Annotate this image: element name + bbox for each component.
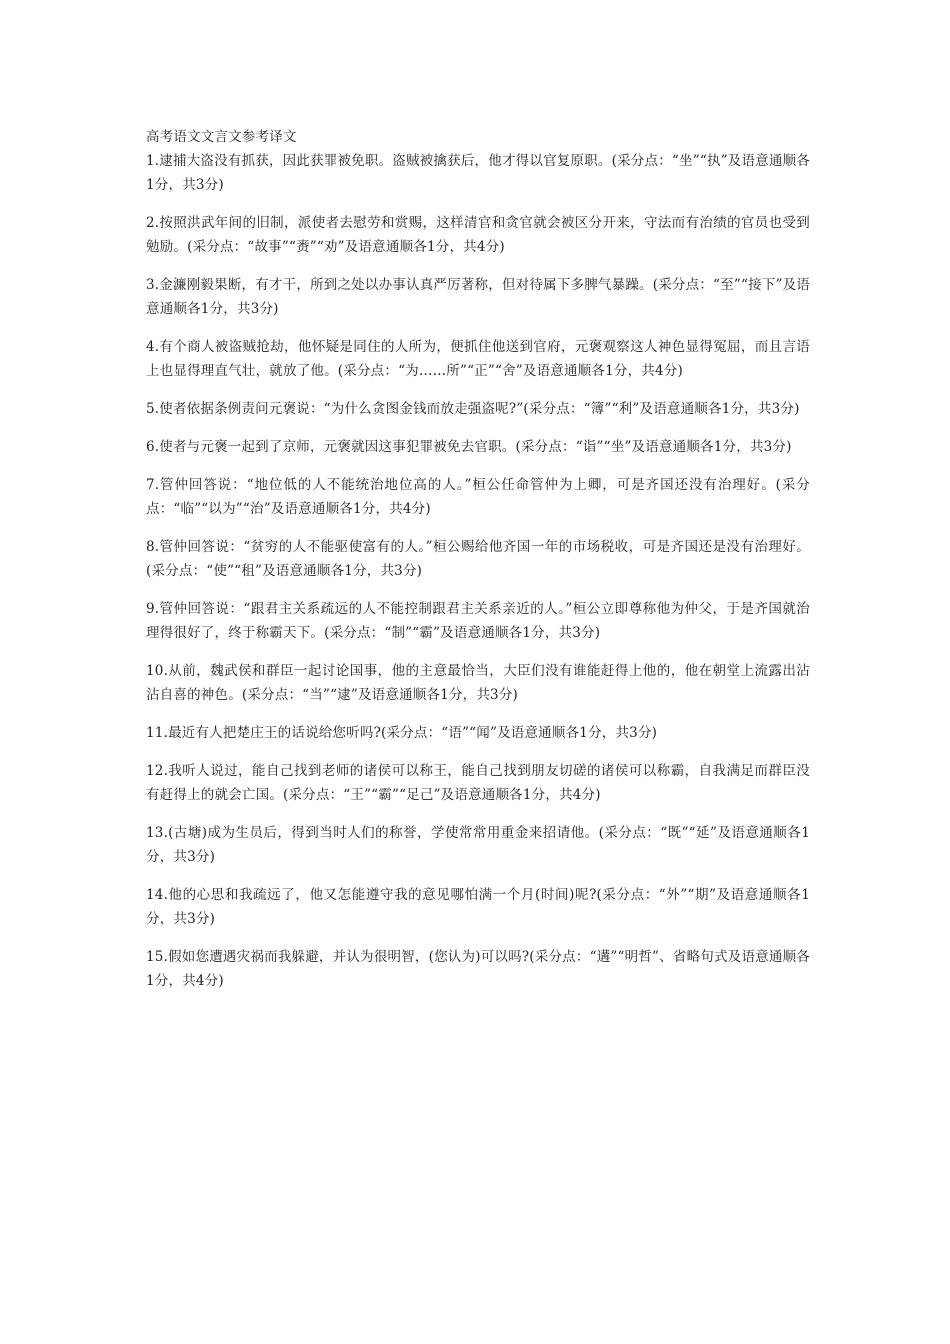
answer-item-7: 7.管仲回答说：“地位低的人不能统治地位高的人。”桓公任命管仲为上卿，可是齐国还没有治理好。(采分点：“临”“以为”“治”及语意通顺各1分，共4分): [146, 477, 810, 517]
answer-item-2: 2.按照洪武年间的旧制，派使者去慰劳和赏赐，这样清官和贪官就会被区分开来，守法而有治绩的官员也受到勉励。(采分点：“故事”“赉”“劝”及语意通顺各1分，共4分): [146, 215, 810, 255]
answer-item-3: 3.金濂刚毅果断，有才干，所到之处以办事认真严厉著称，但对待属下多脾气暴躁。(采分点：“至”“接下”及语意通顺各1分，共3分): [146, 277, 810, 317]
answer-item-13: 13.(古塘)成为生员后，得到当时人们的称誉，学使常常用重金来招请他。(采分点：“既”“延”及语意通顺各1分，共3分): [146, 825, 810, 865]
answer-item-11: 11.最近有人把楚庄王的话说给您听吗?(采分点：“语”“闻”及语意通顺各1分，共3分): [146, 725, 658, 741]
answer-item-4: 4.有个商人被盗贼抢劫，他怀疑是同住的人所为，便抓住他送到官府，元褒观察这人神色显得冤屈，而且言语上也显得理直气壮，就放了他。(采分点：“为……所”“正”“舍”及语意通顺各1分，共4分): [146, 339, 810, 379]
answer-item-1: 1.逮捕大盗没有抓获，因此获罪被免职。盗贼被擒获后，他才得以官复原职。(采分点：“坐”“执”及语意通顺各1分，共3分): [146, 153, 810, 193]
answer-item-15: 15.假如您遭遇灾祸而我躲避，并认为很明智，(您认为)可以吗?(采分点：“遘”“明哲”、省略句式及语意通顺各1分，共4分): [146, 949, 810, 989]
answer-item-6: 6.使者与元褒一起到了京师，元褒就因这事犯罪被免去官职。(采分点：“诣”“坐”及语意通顺各1分，共3分): [146, 439, 792, 455]
answer-item-12: 12.我听人说过，能自己找到老师的诸侯可以称王，能自己找到朋友切磋的诸侯可以称霸，自我满足而群臣没有赶得上的就会亡国。(采分点：“王”“霸”“足己”及语意通顺各1分，共4分): [146, 763, 810, 803]
answer-item-8: 8.管仲回答说：“贫穷的人不能驱使富有的人。”桓公赐给他齐国一年的市场税收，可是齐国还是没有治理好。(采分点：“使”“租”及语意通顺各1分，共3分): [146, 539, 810, 579]
answer-item-5: 5.使者依据条例责问元褒说：“为什么贪图金钱而放走强盗呢?”(采分点：“簿”“利”及语意通顺各1分，共3分): [146, 401, 800, 417]
document-body: [146, 125, 810, 1007]
answer-item-9: 9.管仲回答说：“跟君主关系疏远的人不能控制跟君主关系亲近的人。”桓公立即尊称他为仲父，于是齐国就治理得很好了，终于称霸天下。(采分点：“制”“霸”及语意通顺各1分，共3分): [146, 601, 810, 641]
answer-item-14: 14.他的心思和我疏远了，他又怎能遵守我的意见哪怕满一个月(时间)呢?(采分点：“外”“期”及语意通顺各1分，共3分): [146, 887, 810, 927]
document-title: 高考语文文言文参考译文: [146, 129, 297, 145]
answer-item-10: 10.从前，魏武侯和群臣一起讨论国事，他的主意最恰当，大臣们没有谁能赶得上他的，他在朝堂上流露出沾沾自喜的神色。(采分点：“当”“逮”及语意通顺各1分，共3分): [146, 663, 810, 703]
